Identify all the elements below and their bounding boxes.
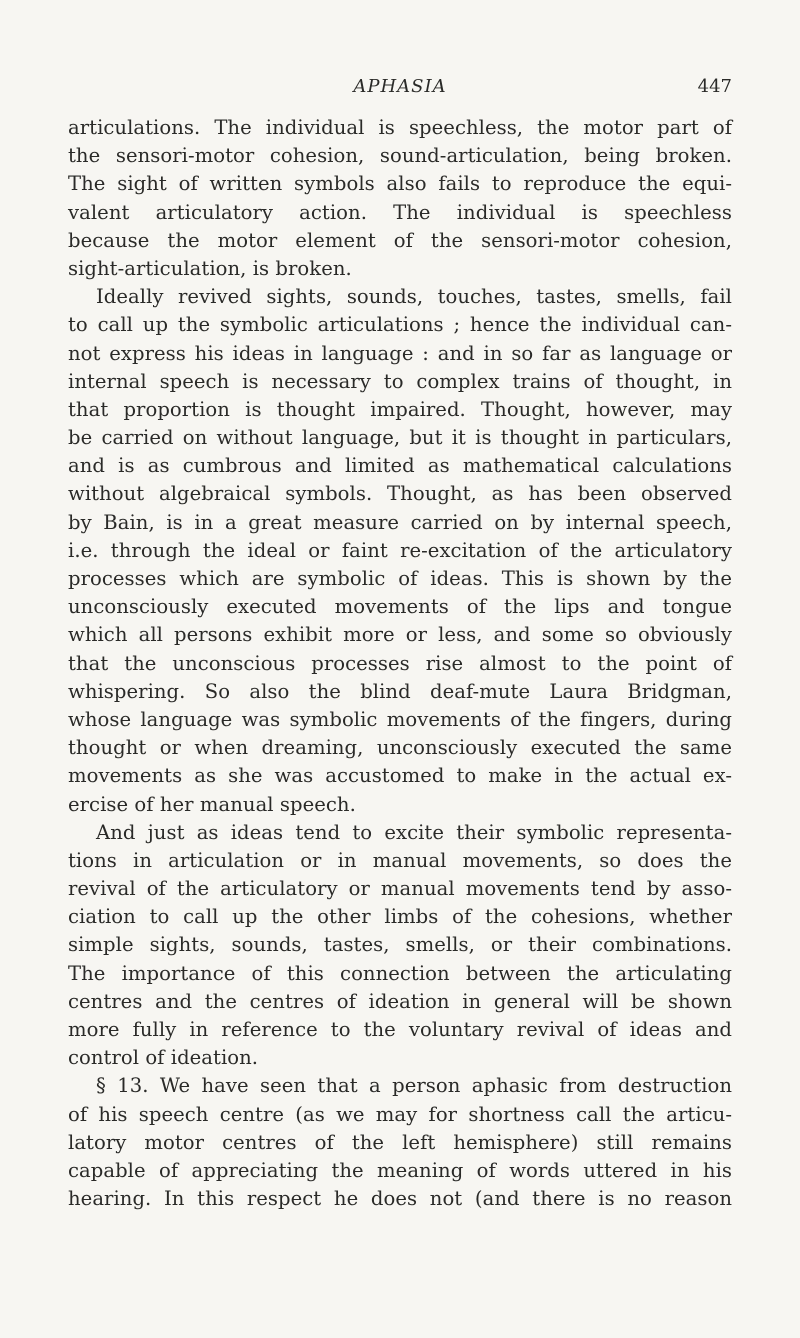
running-title: APHASIA — [353, 76, 447, 97]
text-line: capable of appreciating the meaning of words uttered in his — [68, 1158, 732, 1182]
page-number: 447 — [697, 76, 732, 97]
text-line: revival of the articulatory or manual movements tend by asso- — [68, 877, 732, 901]
text-line: to call up the symbolic articulations ; hence the individual can- — [68, 313, 732, 337]
text-line: ciation to call up the other limbs of the cohesions, whether — [68, 905, 732, 929]
text-line: the sensori-motor cohesion, sound-articulation, being broken. — [68, 144, 732, 168]
body-text — [68, 114, 732, 1213]
text-line: which all persons exhibit more or less, and some so obviously — [68, 623, 732, 647]
text-line: § 13. We have seen that a person aphasic from destruction — [96, 1074, 732, 1098]
text-line: and is as cumbrous and limited as mathematical calculations — [68, 454, 732, 478]
text-line: ercise of her manual speech. — [68, 792, 356, 816]
text-line: simple sights, sounds, tastes, smells, or their combinations. — [68, 933, 732, 957]
text-line: thought or when dreaming, unconsciously executed the same — [68, 736, 732, 760]
text-line: hearing. In this respect he does not (and there is no reason — [68, 1187, 732, 1211]
text-line: because the motor element of the sensori-motor cohesion, — [68, 228, 732, 252]
text-line: be carried on without language, but it is thought in particulars, — [68, 426, 732, 450]
text-line: whose language was symbolic movements of the fingers, during — [68, 707, 732, 731]
text-line: centres and the centres of ideation in general will be shown — [68, 989, 732, 1013]
text-line: The importance of this connection between the articulating — [68, 961, 732, 985]
text-line: And just as ideas tend to excite their symbolic representa- — [96, 820, 732, 844]
text-line: valent articulatory action. The individual is speechless — [68, 200, 732, 224]
text-line: whispering. So also the blind deaf-mute Laura Bridgman, — [68, 679, 732, 703]
text-line: more fully in reference to the voluntary revival of ideas and — [68, 1018, 732, 1041]
text-line: movements as she was accustomed to make in the actual ex- — [68, 764, 732, 788]
text-line: that the unconscious processes rise almost to the point of — [68, 651, 732, 675]
text-line: of his speech centre (as we may for shortness call the articu- — [68, 1102, 732, 1126]
text-line: control of ideation. — [68, 1046, 259, 1070]
text-line: Ideally revived sights, sounds, touches, tastes, smells, fail — [96, 285, 732, 309]
text-line: processes which are symbolic of ideas. This is shown by the — [68, 567, 732, 590]
text-line: i.e. through the ideal or faint re-excitation of the articulatory — [68, 538, 732, 562]
text-line: sight-articulation, is broken. — [68, 256, 352, 280]
text-line: latory motor centres of the left hemisphere) still remains — [68, 1130, 732, 1154]
text-line: without algebraical symbols. Thought, as has been observed — [68, 482, 732, 506]
text-line: articulations. The individual is speechless, the motor part of — [68, 116, 732, 139]
text-line: internal speech is necessary to complex trains of thought, in — [68, 369, 732, 393]
text-line: unconsciously executed movements of the lips and tongue — [68, 595, 732, 619]
text-line: The sight of written symbols also fails to reproduce the equi- — [68, 172, 732, 196]
text-line: that proportion is thought impaired. Thought, however, may — [68, 397, 732, 421]
text-line: tions in articulation or in manual movements, so does the — [68, 848, 732, 872]
text-line: not express his ideas in language : and in so far as language or — [68, 341, 732, 365]
running-head — [68, 76, 732, 104]
text-line: by Bain, is in a great measure carried on by internal speech, — [68, 510, 732, 534]
